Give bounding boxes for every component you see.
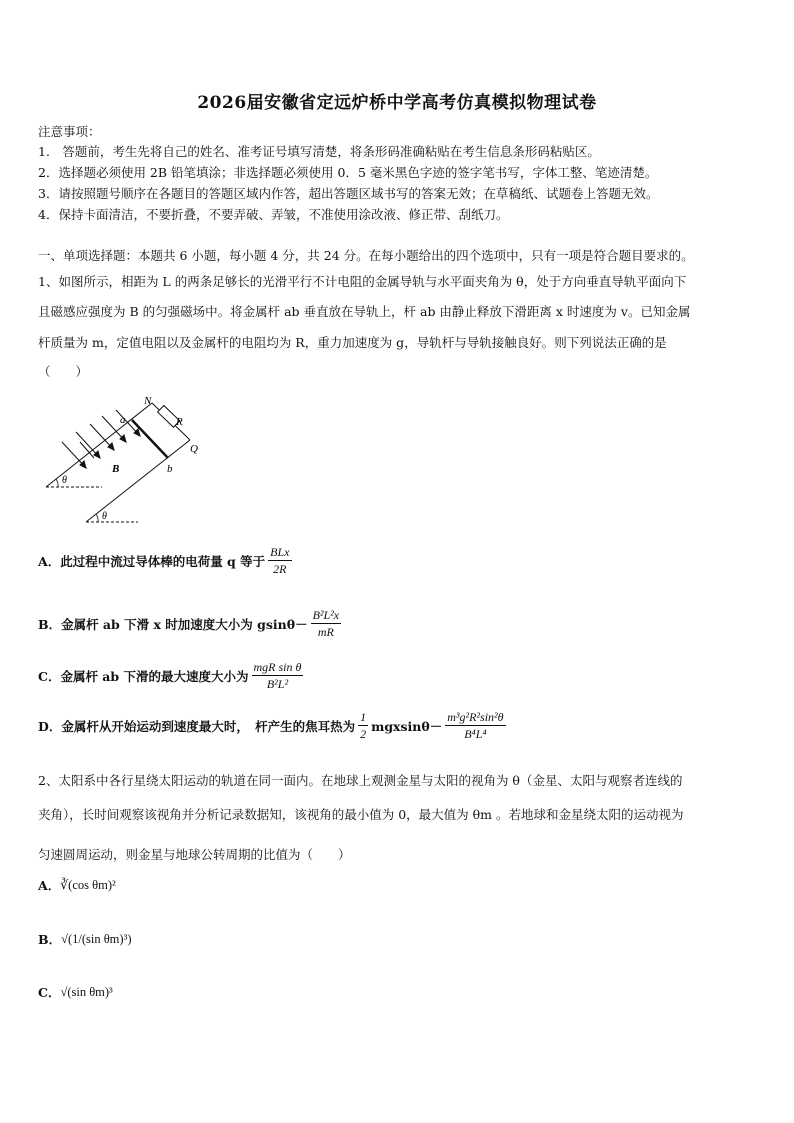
q1-option-b-fraction: $\frac{\text{B²L²x}}{mR}$	[312, 608, 340, 639]
q2-option-c-expr: √(sin θm)³	[60, 984, 113, 999]
section-heading: 一、单项选择题：本题共 6 小题，每小题 4 分，共 24 分。在每小题给出的四个选项中，只有一项是符合题目要求的。	[38, 248, 694, 263]
label-b: b	[167, 463, 173, 475]
q1-option-a-text: A．此过程中流过导体棒的电荷量 q 等于	[38, 553, 266, 569]
q2-option-b[interactable]	[38, 930, 131, 948]
label-a: a	[120, 414, 126, 426]
q2-option-a-expr: ∛(cos θm)²	[60, 878, 116, 892]
label-Q: Q	[190, 443, 198, 455]
q2-option-b-label: B．	[38, 932, 62, 947]
q1-option-a[interactable]	[38, 545, 295, 576]
angle-arc-2	[96, 514, 98, 522]
q2-option-c-label: C．	[38, 985, 61, 1000]
metal-rod-ab	[132, 420, 168, 458]
q1-option-d-fraction: $\frac{\text{m³g²R²sin²θ}}{\text{B⁴L⁴}}$	[447, 710, 504, 741]
label-theta-2: θ	[102, 511, 107, 522]
q1-line-2: 且磁感应强度为 B 的匀强磁场中。将金属杆 ab 垂直放在导轨上，杆 ab 由静止释放下滑距离 x 时速度为 v。已知金属	[38, 304, 691, 319]
q2-line-2: 夹角），长时间观察该视角并分析记录数据知，该视角的最小值为 0，最大值为 θm 。若地球和金星绕太阳的运动视为	[38, 807, 684, 822]
q1-option-d[interactable]	[38, 710, 509, 741]
notice-item-3: 3．请按照题号顺序在各题目的答题区域内作答，超出答题区域书写的答案无效；在草稿纸、试题卷上答题无效。	[38, 186, 659, 201]
angle-arc-1	[56, 479, 58, 487]
q1-option-b[interactable]	[38, 608, 344, 639]
q2-line-1: 2、太阳系中各行星绕太阳运动的轨道在同一面内。在地球上观测金星与太阳的视角为 θ（金星、太阳与观察者连线的	[38, 773, 683, 788]
q1-line-4: （ ）	[38, 364, 89, 379]
q2-option-b-expr: √(1/(sin θm)³)	[61, 931, 132, 946]
q1-option-c-text: C．金属杆 ab 下滑的最大速度大小为	[38, 668, 249, 684]
notice-item-1: 1. 答题前，考生先将自己的姓名、准考证号填写清楚，将条形码准确粘贴在考生信息条形码粘贴区。	[38, 144, 600, 159]
label-theta-1: θ	[62, 475, 67, 486]
page-title: 2026届安徽省定远炉桥中学高考仿真模拟物理试卷	[197, 93, 597, 113]
q2-line-3: 匀速圆周运动，则金星与地球公转周期的比值为（ ）	[38, 847, 351, 862]
notice-item-2: 2．选择题必须使用 2B 铅笔填涂；非选择题必须使用 0．5 毫米黑色字迹的签字笔书写，字体工整、笔迹清楚。	[38, 165, 658, 180]
lower-rail	[86, 440, 190, 522]
notice-item-4: 4．保持卡面清洁，不要折叠，不要弄破、弄皱，不准使用涂改液、修正带、刮纸刀。	[38, 207, 509, 222]
label-R: R	[176, 416, 183, 428]
q1-option-b-text: B．金属杆 ab 下滑 x 时加速度大小为 gsinθ－	[38, 616, 308, 632]
q1-option-a-fraction: $\frac{\text{BLx}}{2R}$	[270, 545, 290, 576]
label-B: B	[112, 463, 120, 475]
q2-option-c[interactable]	[38, 983, 113, 1001]
q1-line-1: 1、如图所示，相距为 L 的两条足够长的光滑平行不计电阻的金属导轨与水平面夹角为 θ，处于方向垂直导轨平面向下	[38, 274, 687, 289]
q1-option-c[interactable]	[38, 660, 306, 691]
q2-option-a-label: A．	[38, 878, 61, 893]
q1-option-d-mid: mgxsinθ－	[371, 718, 443, 734]
label-N: N	[144, 395, 152, 407]
q1-option-d-text: D．金属杆从开始运动到速度最大时， 杆产生的焦耳热为	[38, 718, 356, 734]
q1-option-c-fraction: $\frac{\text{mgR sin θ}}{\text{B²L²}}$	[253, 660, 302, 691]
magnetic-field-arrows	[62, 410, 140, 468]
q1-option-d-half: $\frac{1}{2}$	[360, 710, 367, 741]
q2-option-a[interactable]	[38, 876, 116, 894]
rail-figure	[40, 390, 210, 530]
notice-heading: 注意事项：	[38, 124, 101, 139]
q1-line-3: 杆质量为 m，定值电阻以及金属杆的电阻均为 R，重力加速度为 g，导轨杆与导轨接触良好。则下列说法正确的是	[38, 335, 667, 350]
